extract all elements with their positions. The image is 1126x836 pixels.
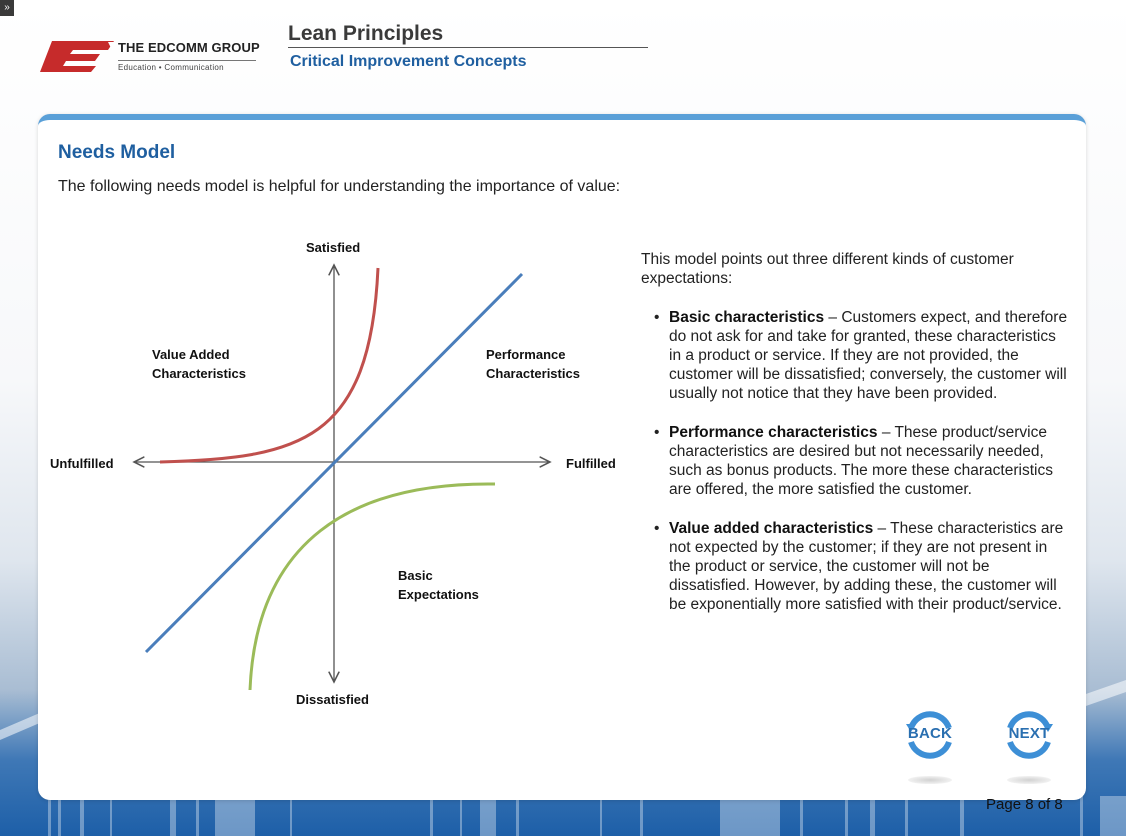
axis-label-unfulfilled: Unfulfilled <box>50 456 114 471</box>
description-block <box>641 250 1071 614</box>
axis-label-dissatisfied: Dissatisfied <box>296 692 369 707</box>
expand-menu-button[interactable]: » <box>0 0 14 16</box>
next-label: NEXT <box>1008 725 1050 742</box>
label-value-added-1: Value Added <box>152 347 230 362</box>
back-button[interactable] <box>905 710 955 760</box>
label-basic-2: Expectations <box>398 587 479 602</box>
axis-label-satisfied: Satisfied <box>306 240 361 255</box>
term-basic: Basic characteristics <box>669 309 825 326</box>
term-performance: Performance characteristics <box>669 424 878 441</box>
next-button[interactable] <box>1004 710 1054 760</box>
text-value-added: – These characteristics are not expected by the customer; if they are not present in the product or service, the customer will not be dissatisfied. However, by adding these, the customer will be exponentially more satisfied with their product/service. <box>669 520 1064 613</box>
section-title: Needs Model <box>58 142 176 163</box>
term-value-added: Value added characteristics <box>669 520 874 537</box>
needs-model-diagram <box>50 232 630 712</box>
label-value-added-2: Characteristics <box>152 366 246 381</box>
list-item-value-added: • Value added characteristics – These characteristics are not expected by the customer; if they are not present in the product or service, the customer will not be dissatisfied. However, by adding these, the customer will be exponentially more satisfied with their product/service. <box>654 520 1064 613</box>
back-label: BACK <box>907 725 953 742</box>
axis-label-fulfilled: Fulfilled <box>566 456 616 471</box>
list-item-performance: • Performance characteristics – These product/service characteristics are desired but not necessarily needed, such as bonus products. The more these characteristics are offered, the more satisfied the customer. <box>654 424 1053 498</box>
label-performance-1: Performance <box>486 347 566 362</box>
list-item-basic: • Basic characteristics – Customers expect, and therefore do not ask for and take for granted, these characteristics in a product or service. If they are not provided, the customer will be dissatisfied; conversely, the customer will usually not notice that they have been provided. <box>654 309 1068 402</box>
text-basic: – Customers expect, and therefore do not ask for and take for granted, these characteristics in a product or service. If they are not provided, the customer will be dissatisfied; conversely, the customer will usually not notice that they have been provided. <box>669 309 1068 402</box>
course-title: Lean Principles <box>288 22 648 48</box>
text-performance: – These product/service characteristics are desired but not necessarily needed, such as bonus products. The more these characteristics are offered, the more satisfied the customer. <box>669 424 1053 498</box>
content-panel <box>38 114 1086 800</box>
expectation-list <box>641 308 1071 614</box>
logo-name: THE EDCOMM GROUP <box>118 40 260 55</box>
description-intro: This model points out three different kinds of customer expectations: <box>641 251 1014 287</box>
value-added-curve <box>160 268 378 462</box>
course-subtitle: Critical Improvement Concepts <box>290 53 527 70</box>
logo-tagline: Education • Communication <box>118 60 256 72</box>
page-indicator: Page 8 of 8 <box>986 796 1063 813</box>
label-performance-2: Characteristics <box>486 366 580 381</box>
label-basic-1: Basic <box>398 568 433 583</box>
intro-text: The following needs model is helpful for understanding the importance of value: <box>58 178 621 195</box>
